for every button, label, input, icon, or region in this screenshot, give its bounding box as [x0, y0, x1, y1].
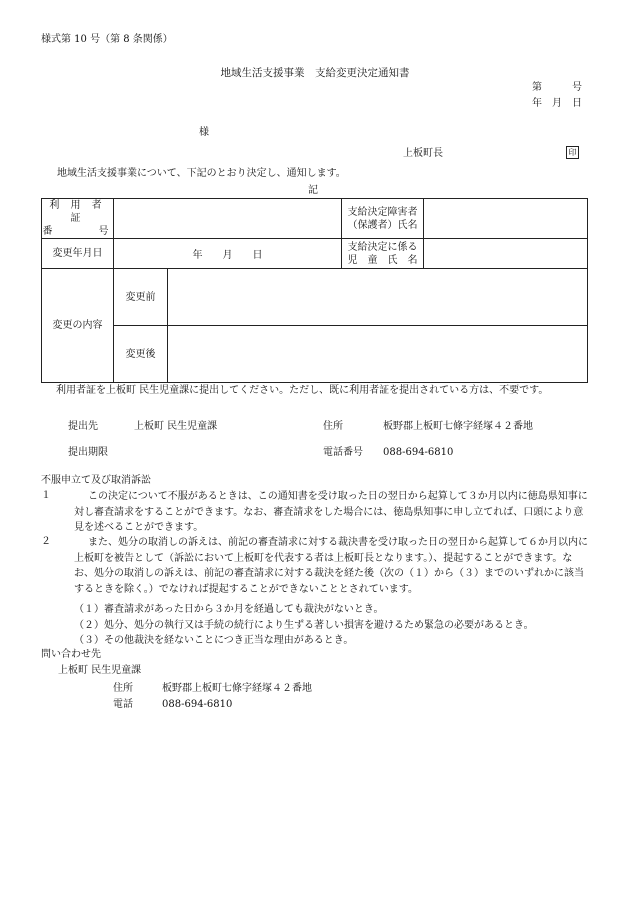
contact-phone-label: 電話: [113, 699, 133, 710]
phone-label: 電話番号: [323, 447, 363, 458]
sub-item-2: （２）処分、処分の執行又は手続の続行により生ずる著しい損害を避けるため緊急の必要があるとき。: [74, 620, 534, 631]
user-cert-label-line1: 利 用 者 証: [49, 200, 106, 224]
appeal-2-number: ２: [41, 536, 51, 547]
submit-note: 利用者証を上板町 民生児童課に提出してください。ただし、既に利用者証を提出されている方は、不要です。: [56, 385, 549, 396]
child-name-field[interactable]: [424, 239, 588, 269]
change-notice-table: [41, 198, 588, 383]
issuer-name: 上板町長: [403, 148, 443, 159]
contact-dept: 上板町 民生児童課: [58, 665, 142, 676]
seal-icon: 印: [566, 146, 579, 159]
document-date: 年 月 日: [532, 98, 582, 109]
intro-text: 地域生活支援事業について、下記のとおり決定し、通知します。: [57, 168, 346, 179]
change-content-label: 変更の内容: [42, 269, 114, 383]
decided-person-name-field[interactable]: [424, 199, 588, 239]
recipient-suffix: 様: [199, 127, 209, 138]
deadline-label: 提出期限: [68, 447, 108, 458]
decided-person-label-line1: 支給決定障害者: [347, 206, 418, 218]
change-date-field[interactable]: 年 月 日: [114, 239, 342, 269]
sub-item-1: （１）審査請求があった日から３か月を経過しても裁決がないとき。: [74, 604, 384, 615]
ki-label: 記: [308, 185, 318, 196]
sub-item-3: （３）その他裁決を経ないことにつき正当な理由があるとき。: [74, 635, 354, 646]
after-label: 変更後: [114, 326, 168, 383]
appeal-2-text: また、処分の取消しの訴えは、前記の審査請求に対する裁決書を受け取った日の翌日から起算して６か月以内に上板町を被告として（訴訟において上板町を代表する者は上板町長となります。）、提起することができます。なお、処分の取消しの訴えは、前記の審査請求に対する裁決を経た後（次の（１）から（３）までのいずれかに該当するときを除く。）でなければ提起することができないこととされています。: [74, 537, 588, 595]
submit-to-label: 提出先: [68, 421, 98, 432]
address-value: 板野郡上板町七條字経塚４２番地: [383, 421, 533, 432]
contact-address-value: 板野郡上板町七條字経塚４２番地: [162, 683, 312, 694]
document-title: 地域生活支援事業 支給変更決定通知書: [220, 67, 410, 79]
user-cert-label-cell: [42, 199, 114, 239]
before-content-field[interactable]: [168, 269, 588, 326]
address-label: 住所: [323, 421, 343, 432]
document-number: 第 号: [532, 82, 582, 93]
contact-phone-value: 088-694-6810: [162, 699, 233, 710]
appeal-1-number: １: [41, 490, 51, 501]
form-number: 様式第 10 号（第 8 条関係）: [41, 34, 173, 45]
appeal-1-text: この決定について不服があるときは、この通知書を受け取った日の翌日から起算して３か月以内に徳島県知事に対し審査請求をすることができます。なお、審査請求をした場合には、徳島県知事に申し立てれば、口頭により意見を述べることができます。: [74, 491, 588, 533]
decided-person-label-cell: [342, 199, 424, 239]
decided-person-label-line2: （保護者）氏名: [347, 219, 418, 231]
user-cert-number-field[interactable]: [114, 199, 342, 239]
contact-address-label: 住所: [113, 683, 133, 694]
change-date-label: 変更年月日: [42, 239, 114, 269]
child-label-line1: 支給決定に係る: [347, 241, 418, 253]
before-label: 変更前: [114, 269, 168, 326]
contact-heading: 問い合わせ先: [41, 649, 101, 660]
seal-mark: [566, 146, 579, 159]
user-cert-label-line2: 番 号: [42, 226, 113, 237]
submit-to-value: 上板町 民生児童課: [134, 421, 218, 432]
child-label-cell: [342, 239, 424, 269]
after-content-field[interactable]: [168, 326, 588, 383]
appeal-heading: 不服申立て及び取消訴訟: [41, 475, 151, 486]
child-label-line2: 児 童 氏 名: [347, 254, 418, 266]
phone-value: 088-694-6810: [383, 447, 454, 458]
